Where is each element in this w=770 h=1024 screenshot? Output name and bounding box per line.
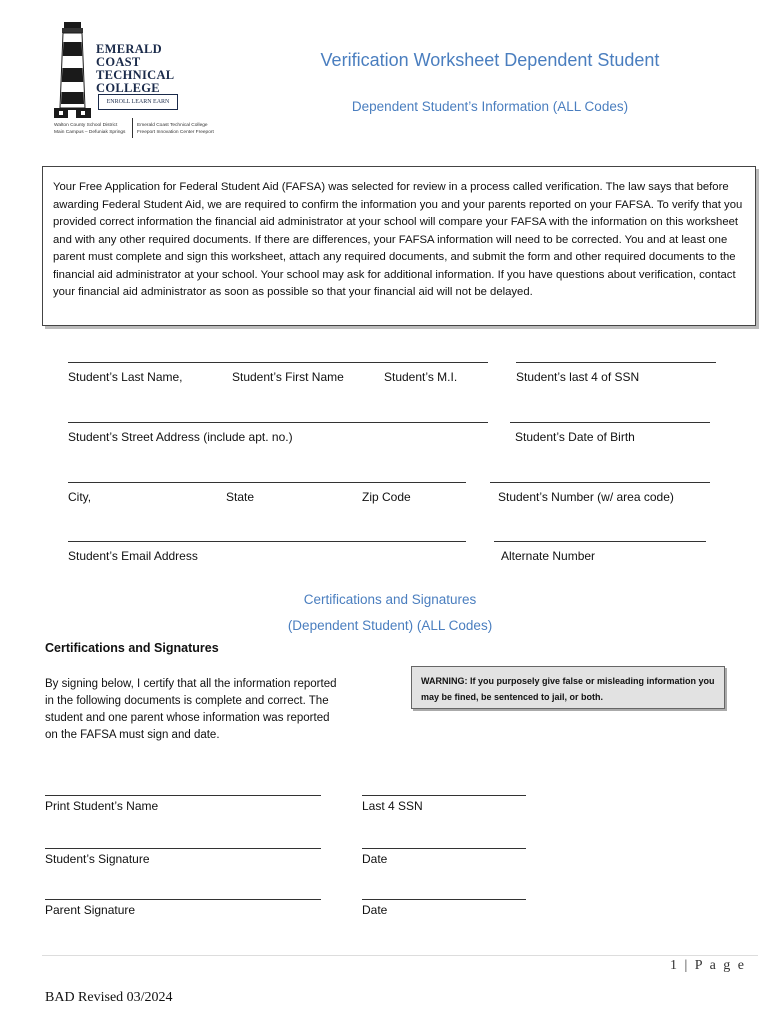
alt-phone-label: Alternate Number bbox=[501, 549, 596, 563]
print-name-label: Print Student’s Name bbox=[45, 799, 159, 813]
street-label: Student’s Street Address (include apt. no.) bbox=[68, 430, 293, 444]
logo-name-line-3: TECHNICAL bbox=[96, 68, 175, 82]
logo-name-line-2: COAST bbox=[96, 55, 141, 69]
footer-divider bbox=[42, 955, 758, 956]
logo-divider bbox=[132, 118, 133, 138]
phone-line[interactable] bbox=[490, 482, 710, 483]
street-line[interactable] bbox=[68, 422, 488, 423]
certifications-subtitle: (Dependent Student) (ALL Codes) bbox=[287, 618, 493, 633]
logo-name-line-4: COLLEGE bbox=[96, 81, 160, 95]
last-name-label: Student’s Last Name, bbox=[68, 370, 183, 384]
student-signature-line[interactable] bbox=[45, 848, 321, 849]
dob-label: Student’s Date of Birth bbox=[515, 430, 635, 444]
student-signature-label: Student’s Signature bbox=[45, 852, 150, 866]
ssn4-line[interactable] bbox=[516, 362, 716, 363]
page-title: Verification Worksheet Dependent Student bbox=[320, 50, 660, 70]
first-name-label: Student’s First Name bbox=[232, 370, 344, 384]
city-state-zip-line[interactable] bbox=[68, 482, 466, 483]
print-name-line[interactable] bbox=[45, 795, 321, 796]
mi-label: Student’s M.I. bbox=[384, 370, 458, 384]
logo-small-right-2: Freeport Innovation Center Freeport bbox=[137, 130, 214, 135]
email-line[interactable] bbox=[68, 541, 466, 542]
logo-small-left-1: Walton County School District bbox=[54, 123, 118, 128]
state-label: State bbox=[226, 490, 255, 504]
logo-tagline: ENROLL LEARN EARN bbox=[98, 94, 178, 110]
lighthouse-icon bbox=[50, 20, 95, 120]
ssn4-label: Student’s last 4 of SSN bbox=[516, 370, 640, 384]
zip-label: Zip Code bbox=[362, 490, 411, 504]
email-label: Student’s Email Address bbox=[68, 549, 198, 563]
page-number: 1 | P a g e bbox=[670, 958, 746, 973]
dob-line[interactable] bbox=[510, 422, 710, 423]
alt-phone-line[interactable] bbox=[494, 541, 706, 542]
page-subtitle: Dependent Student’s Information (ALL Codes) bbox=[351, 99, 629, 114]
certifications-title: Certifications and Signatures bbox=[303, 592, 477, 607]
warning-box: WARNING: If you purposely give false or misleading information you may be fined, be sentenced to jail, or both. bbox=[411, 666, 725, 709]
parent-signature-line[interactable] bbox=[45, 899, 321, 900]
city-label: City, bbox=[68, 490, 92, 504]
college-logo bbox=[50, 20, 235, 140]
revision-note: BAD Revised 03/2024 bbox=[45, 990, 173, 1005]
parent-date-line[interactable] bbox=[362, 899, 526, 900]
last4-line[interactable] bbox=[362, 795, 526, 796]
name-line[interactable] bbox=[68, 362, 488, 363]
certifications-heading: Certifications and Signatures bbox=[45, 641, 219, 655]
student-date-label: Date bbox=[362, 852, 388, 866]
certification-statement: By signing below, I certify that all the information reported in the following documents is complete and correct. The student and one parent whose information was reported on the FAFSA must sign and date. bbox=[45, 678, 337, 741]
phone-label: Student’s Number (w/ area code) bbox=[498, 490, 674, 504]
parent-date-label: Date bbox=[362, 903, 388, 917]
logo-small-left-2: Main Campus – Defuniak Springs bbox=[54, 130, 126, 135]
logo-small-right-1: Emerald Coast Technical College bbox=[137, 123, 208, 128]
student-date-line[interactable] bbox=[362, 848, 526, 849]
parent-signature-label: Parent Signature bbox=[45, 903, 136, 917]
last4-label: Last 4 SSN bbox=[362, 799, 423, 813]
logo-name-line-1: EMERALD bbox=[96, 42, 162, 56]
info-text: Your Free Application for Federal Student Aid (FAFSA) was selected for review in a process called verification. The law says that before awarding Federal Student Aid, we are required to confirm the information you and your parents reported on your FAFSA. To verify that you provided correct information the financial aid administrator at your school will compare your FAFSA with the information on this worksheet and with any other required documents. If there are differences, your FAFSA information will need to be corrected. You and at least one parent must complete and sign this worksheet, attach any required documents, and submit the form and other required documents to the financial aid administrator at your school. Your school may ask for additional information. If you have questions about verification, contact your financial aid administrator as soon as possible so that your financial aid will not be delayed. bbox=[53, 181, 743, 298]
